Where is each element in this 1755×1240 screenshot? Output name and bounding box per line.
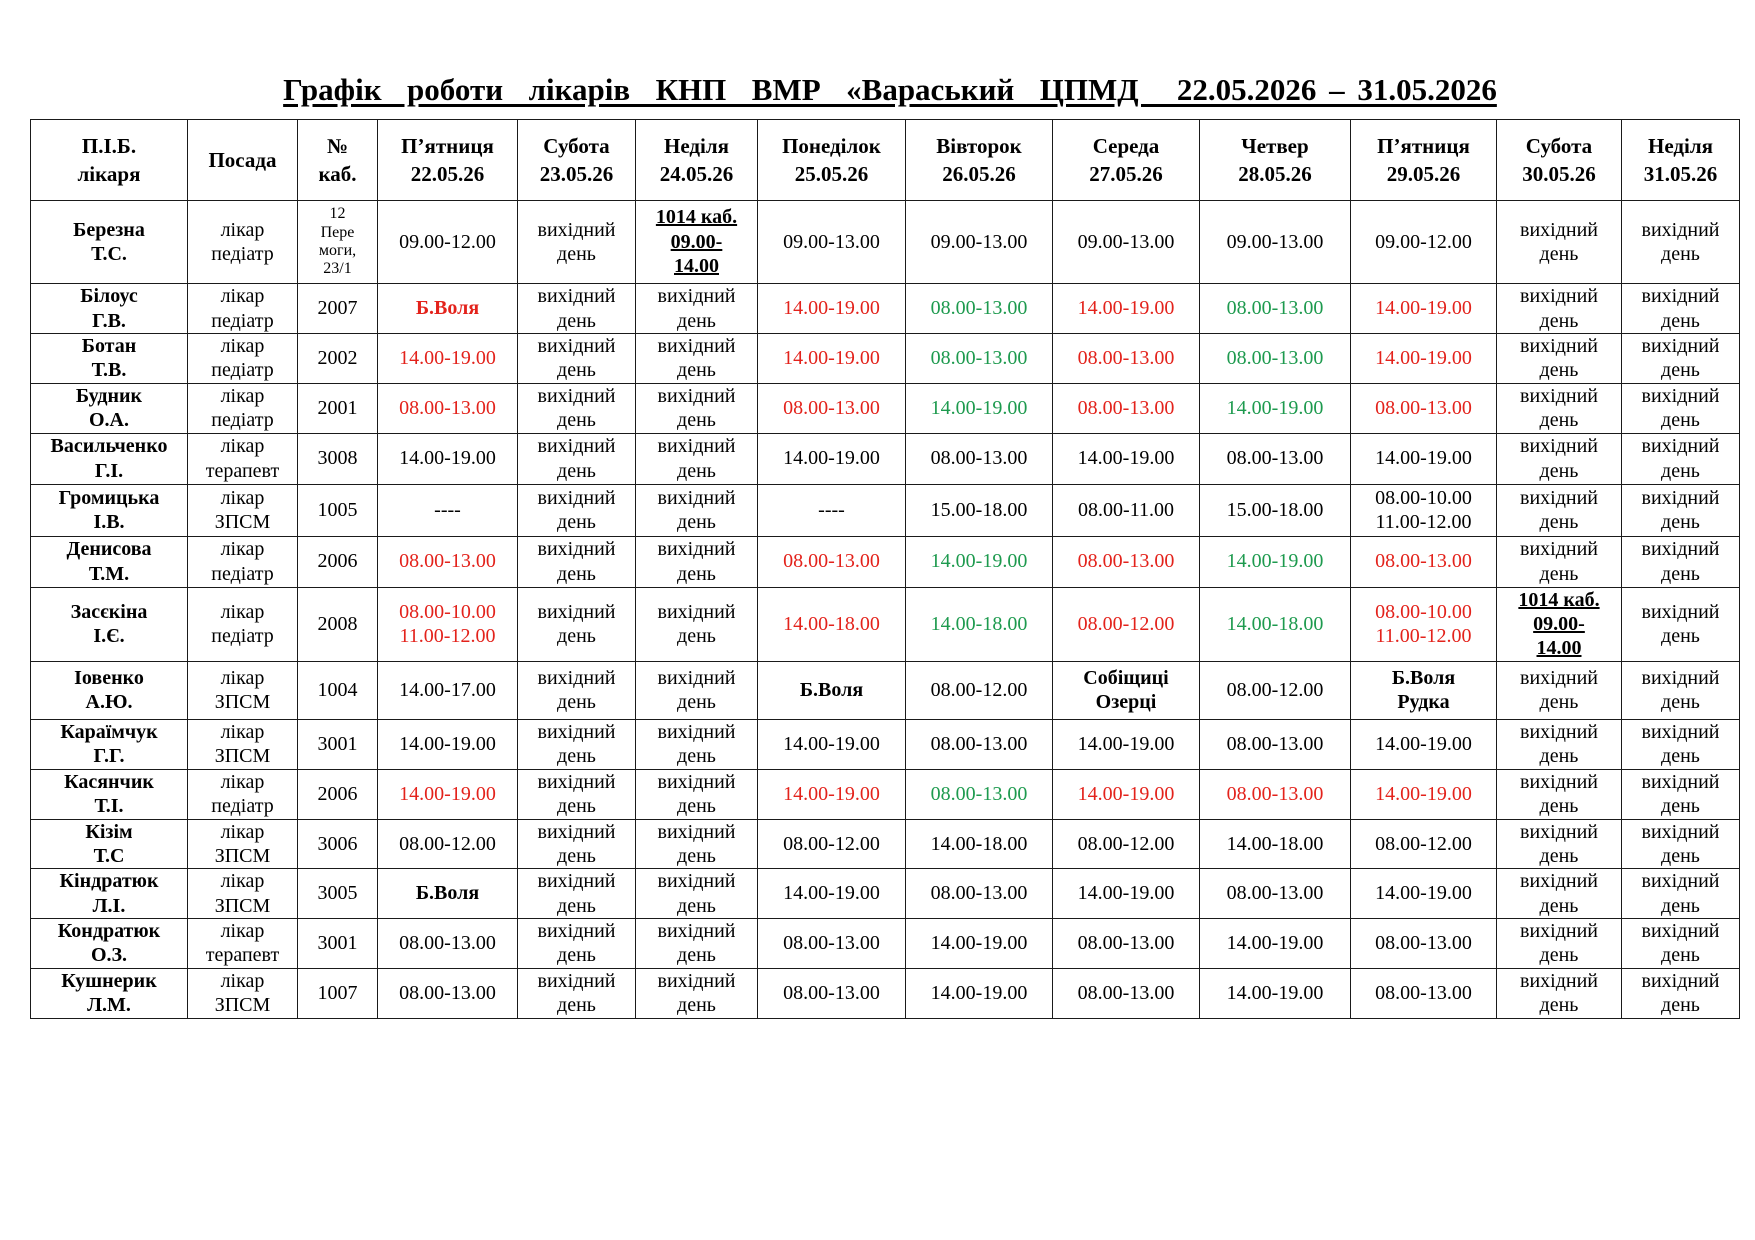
- table-row: [31, 201, 1740, 284]
- room-number: 1005: [298, 484, 378, 536]
- schedule-cell: 14.00-18.00: [906, 819, 1053, 869]
- schedule-cell: 14.00-19.00: [906, 919, 1053, 969]
- schedule-cell: вихідний день: [1497, 819, 1622, 869]
- schedule-cell: вихідний день: [1497, 536, 1622, 587]
- schedule-cell: 14.00-17.00: [378, 661, 518, 719]
- schedule-cell: 08.00-12.00: [1053, 587, 1200, 661]
- column-header: Субота 30.05.26: [1497, 120, 1622, 201]
- schedule-cell: Б.Воля: [378, 869, 518, 919]
- schedule-cell: вихідний день: [636, 484, 758, 536]
- schedule-cell: 08.00-13.00: [1200, 334, 1351, 384]
- schedule-cell: вихідний день: [518, 201, 636, 284]
- doctor-position: лікар ЗПСМ: [188, 661, 298, 719]
- schedule-cell: 14.00-19.00: [1200, 919, 1351, 969]
- schedule-cell: 14.00-19.00: [1053, 433, 1200, 484]
- schedule-cell: вихідний день: [1497, 334, 1622, 384]
- table-row: [31, 819, 1740, 869]
- schedule-cell: вихідний день: [1622, 819, 1740, 869]
- column-header: П’ятниця 22.05.26: [378, 120, 518, 201]
- doctor-position: лікар ЗПСМ: [188, 719, 298, 769]
- table-body: [31, 201, 1740, 1019]
- schedule-cell: 14.00-18.00: [1200, 587, 1351, 661]
- schedule-cell: 14.00-18.00: [1200, 819, 1351, 869]
- schedule-cell: вихідний день: [1622, 536, 1740, 587]
- schedule-cell: вихідний день: [1497, 284, 1622, 334]
- schedule-cell: вихідний день: [636, 719, 758, 769]
- schedule-cell: вихідний день: [518, 968, 636, 1018]
- schedule-cell: 08.00-13.00: [1200, 769, 1351, 819]
- schedule-cell: вихідний день: [518, 919, 636, 969]
- schedule-cell: вихідний день: [1622, 968, 1740, 1018]
- schedule-cell: 14.00-19.00: [1351, 719, 1497, 769]
- column-header: Середа 27.05.26: [1053, 120, 1200, 201]
- doctor-name: Кондратюк О.З.: [31, 919, 188, 969]
- doctor-position: лікар ЗПСМ: [188, 819, 298, 869]
- schedule-cell: 08.00-13.00: [1053, 383, 1200, 433]
- schedule-cell: 08.00-13.00: [378, 383, 518, 433]
- table-row: [31, 919, 1740, 969]
- room-number: 3006: [298, 819, 378, 869]
- schedule-cell: 08.00-13.00: [906, 284, 1053, 334]
- schedule-cell: 09.00-12.00: [1351, 201, 1497, 284]
- schedule-cell: 08.00-13.00: [1053, 968, 1200, 1018]
- column-header: Четвер 28.05.26: [1200, 120, 1351, 201]
- schedule-cell: вихідний день: [1497, 383, 1622, 433]
- schedule-cell: 14.00-19.00: [1351, 284, 1497, 334]
- schedule-cell: 14.00-19.00: [906, 968, 1053, 1018]
- schedule-cell: 08.00-13.00: [906, 334, 1053, 384]
- schedule-cell: 08.00-12.00: [1053, 819, 1200, 869]
- schedule-cell: вихідний день: [518, 769, 636, 819]
- schedule-cell: 1014 каб. 09.00- 14.00: [1497, 587, 1622, 661]
- column-header: Субота 23.05.26: [518, 120, 636, 201]
- schedule-cell: 14.00-19.00: [1351, 769, 1497, 819]
- room-number: 1004: [298, 661, 378, 719]
- schedule-cell: 14.00-19.00: [906, 383, 1053, 433]
- schedule-cell: 08.00-13.00: [906, 719, 1053, 769]
- room-number: 2001: [298, 383, 378, 433]
- room-number: 2006: [298, 769, 378, 819]
- room-number: 3005: [298, 869, 378, 919]
- schedule-cell: вихідний день: [636, 587, 758, 661]
- schedule-cell: 09.00-12.00: [378, 201, 518, 284]
- schedule-cell: вихідний день: [518, 484, 636, 536]
- schedule-cell: 08.00-13.00: [1053, 536, 1200, 587]
- doctor-name: Білоус Г.В.: [31, 284, 188, 334]
- schedule-cell: ----: [758, 484, 906, 536]
- schedule-cell: 14.00-19.00: [1200, 968, 1351, 1018]
- schedule-cell: вихідний день: [636, 919, 758, 969]
- doctor-name: Денисова Т.М.: [31, 536, 188, 587]
- schedule-cell: Собіщиці Озерці: [1053, 661, 1200, 719]
- schedule-cell: 08.00-10.00 11.00-12.00: [378, 587, 518, 661]
- schedule-cell: 09.00-13.00: [906, 201, 1053, 284]
- doctor-name: Засєкіна І.Є.: [31, 587, 188, 661]
- schedule-cell: 14.00-19.00: [758, 869, 906, 919]
- schedule-cell: 08.00-13.00: [378, 919, 518, 969]
- doctor-name: Березна Т.С.: [31, 201, 188, 284]
- schedule-cell: 08.00-12.00: [906, 661, 1053, 719]
- schedule-cell: вихідний день: [518, 719, 636, 769]
- schedule-cell: вихідний день: [1497, 869, 1622, 919]
- schedule-cell: 09.00-13.00: [1053, 201, 1200, 284]
- room-number: 12 Пере моги, 23/1: [298, 201, 378, 284]
- schedule-cell: вихідний день: [636, 661, 758, 719]
- schedule-cell: 09.00-13.00: [1200, 201, 1351, 284]
- doctor-position: лікар терапевт: [188, 919, 298, 969]
- table-row: [31, 536, 1740, 587]
- schedule-cell: 08.00-13.00: [758, 968, 906, 1018]
- schedule-cell: 08.00-10.00 11.00-12.00: [1351, 484, 1497, 536]
- room-number: 3001: [298, 719, 378, 769]
- schedule-cell: вихідний день: [1622, 433, 1740, 484]
- schedule-cell: вихідний день: [1497, 484, 1622, 536]
- schedule-cell: вихідний день: [1622, 484, 1740, 536]
- schedule-cell: вихідний день: [1622, 869, 1740, 919]
- schedule-cell: 14.00-18.00: [906, 587, 1053, 661]
- schedule-cell: вихідний день: [1497, 968, 1622, 1018]
- schedule-cell: 08.00-13.00: [906, 869, 1053, 919]
- schedule-cell: 08.00-13.00: [1053, 919, 1200, 969]
- room-number: 2006: [298, 536, 378, 587]
- schedule-cell: вихідний день: [518, 869, 636, 919]
- schedule-cell: вихідний день: [1622, 719, 1740, 769]
- column-header: Понеділок 25.05.26: [758, 120, 906, 201]
- doctor-position: лікар терапевт: [188, 433, 298, 484]
- doctor-position: лікар педіатр: [188, 536, 298, 587]
- schedule-cell: вихідний день: [518, 383, 636, 433]
- schedule-cell: 14.00-19.00: [1053, 769, 1200, 819]
- schedule-cell: 14.00-19.00: [1200, 536, 1351, 587]
- column-header: Посада: [188, 120, 298, 201]
- schedule-cell: вихідний день: [1622, 334, 1740, 384]
- schedule-cell: 14.00-18.00: [758, 587, 906, 661]
- schedule-cell: 14.00-19.00: [758, 284, 906, 334]
- table-row: [31, 433, 1740, 484]
- schedule-cell: вихідний день: [518, 433, 636, 484]
- schedule-cell: вихідний день: [1622, 661, 1740, 719]
- column-header: Неділя 31.05.26: [1622, 120, 1740, 201]
- document-title: Графік роботи лікарів КНП ВМР «Вараський ЦПМД 22.05.2026 – 31.05.2026: [283, 72, 1497, 107]
- schedule-cell: 14.00-19.00: [378, 719, 518, 769]
- schedule-cell: вихідний день: [1622, 201, 1740, 284]
- schedule-cell: вихідний день: [518, 819, 636, 869]
- schedule-table: [30, 119, 1740, 1019]
- schedule-cell: вихідний день: [518, 284, 636, 334]
- schedule-cell: вихідний день: [636, 334, 758, 384]
- schedule-cell: 08.00-13.00: [1351, 968, 1497, 1018]
- schedule-cell: вихідний день: [518, 536, 636, 587]
- schedule-cell: 08.00-13.00: [1200, 869, 1351, 919]
- table-row: [31, 484, 1740, 536]
- schedule-cell: 14.00-19.00: [758, 769, 906, 819]
- schedule-cell: вихідний день: [636, 819, 758, 869]
- doctor-position: лікар ЗПСМ: [188, 968, 298, 1018]
- schedule-cell: вихідний день: [636, 433, 758, 484]
- schedule-cell: 14.00-19.00: [758, 433, 906, 484]
- schedule-cell: 14.00-19.00: [1351, 433, 1497, 484]
- schedule-cell: вихідний день: [1622, 383, 1740, 433]
- doctor-name: Кізім Т.С: [31, 819, 188, 869]
- room-number: 2002: [298, 334, 378, 384]
- doctor-name: Іовенко А.Ю.: [31, 661, 188, 719]
- doctor-name: Будник О.А.: [31, 383, 188, 433]
- schedule-cell: вихідний день: [1497, 661, 1622, 719]
- doctor-name: Касянчик Т.І.: [31, 769, 188, 819]
- schedule-cell: вихідний день: [1622, 919, 1740, 969]
- doctor-position: лікар педіатр: [188, 587, 298, 661]
- room-number: 3008: [298, 433, 378, 484]
- column-header: № каб.: [298, 120, 378, 201]
- column-header: Неділя 24.05.26: [636, 120, 758, 201]
- schedule-cell: 14.00-19.00: [1351, 334, 1497, 384]
- doctor-name: Кушнерик Л.М.: [31, 968, 188, 1018]
- schedule-cell: вихідний день: [1497, 719, 1622, 769]
- schedule-cell: 08.00-13.00: [1200, 719, 1351, 769]
- table-row: [31, 719, 1740, 769]
- schedule-cell: Б.Воля Рудка: [1351, 661, 1497, 719]
- schedule-cell: 08.00-12.00: [378, 819, 518, 869]
- schedule-cell: 14.00-19.00: [1200, 383, 1351, 433]
- schedule-cell: 08.00-11.00: [1053, 484, 1200, 536]
- schedule-cell: 08.00-12.00: [1200, 661, 1351, 719]
- header-row: [31, 120, 1740, 201]
- schedule-cell: 15.00-18.00: [1200, 484, 1351, 536]
- schedule-cell: вихідний день: [1497, 769, 1622, 819]
- schedule-cell: вихідний день: [1497, 201, 1622, 284]
- table-row: [31, 334, 1740, 384]
- schedule-cell: 14.00-19.00: [1053, 869, 1200, 919]
- schedule-cell: вихідний день: [1622, 769, 1740, 819]
- doctor-position: лікар педіатр: [188, 284, 298, 334]
- schedule-cell: 1014 каб. 09.00- 14.00: [636, 201, 758, 284]
- table-row: [31, 968, 1740, 1018]
- room-number: 3001: [298, 919, 378, 969]
- schedule-cell: 08.00-13.00: [758, 383, 906, 433]
- schedule-cell: вихідний день: [1622, 587, 1740, 661]
- schedule-cell: 08.00-13.00: [1053, 334, 1200, 384]
- schedule-cell: 08.00-10.00 11.00-12.00: [1351, 587, 1497, 661]
- schedule-cell: вихідний день: [1497, 433, 1622, 484]
- schedule-cell: Б.Воля: [378, 284, 518, 334]
- schedule-cell: 08.00-13.00: [758, 919, 906, 969]
- room-number: 1007: [298, 968, 378, 1018]
- table-row: [31, 661, 1740, 719]
- schedule-cell: вихідний день: [518, 661, 636, 719]
- schedule-cell: 14.00-19.00: [906, 536, 1053, 587]
- schedule-cell: 08.00-13.00: [1200, 284, 1351, 334]
- doctor-name: Громицька І.В.: [31, 484, 188, 536]
- doctor-position: лікар педіатр: [188, 769, 298, 819]
- schedule-cell: 08.00-13.00: [1351, 383, 1497, 433]
- doctor-name: Кіндратюк Л.І.: [31, 869, 188, 919]
- table-row: [31, 284, 1740, 334]
- schedule-cell: 08.00-13.00: [1351, 536, 1497, 587]
- doctor-name: Васильченко Г.І.: [31, 433, 188, 484]
- schedule-cell: вихідний день: [636, 769, 758, 819]
- schedule-cell: 08.00-13.00: [906, 769, 1053, 819]
- schedule-cell: 08.00-13.00: [378, 536, 518, 587]
- schedule-cell: вихідний день: [636, 284, 758, 334]
- room-number: 2007: [298, 284, 378, 334]
- schedule-cell: вихідний день: [636, 383, 758, 433]
- doctor-position: лікар педіатр: [188, 383, 298, 433]
- schedule-cell: ----: [378, 484, 518, 536]
- column-header: П.І.Б. лікаря: [31, 120, 188, 201]
- schedule-cell: 08.00-13.00: [378, 968, 518, 1018]
- column-header: П’ятниця 29.05.26: [1351, 120, 1497, 201]
- schedule-cell: 14.00-19.00: [378, 769, 518, 819]
- schedule-cell: вихідний день: [518, 334, 636, 384]
- schedule-cell: вихідний день: [518, 587, 636, 661]
- schedule-cell: 08.00-13.00: [1351, 919, 1497, 969]
- table-row: [31, 869, 1740, 919]
- schedule-cell: 14.00-19.00: [378, 433, 518, 484]
- doctor-position: лікар педіатр: [188, 334, 298, 384]
- schedule-cell: 14.00-19.00: [1351, 869, 1497, 919]
- doctor-position: лікар педіатр: [188, 201, 298, 284]
- schedule-cell: вихідний день: [636, 968, 758, 1018]
- table-row: [31, 769, 1740, 819]
- schedule-cell: 09.00-13.00: [758, 201, 906, 284]
- schedule-cell: 14.00-19.00: [1053, 719, 1200, 769]
- doctor-name: Ботан Т.В.: [31, 334, 188, 384]
- schedule-cell: вихідний день: [636, 536, 758, 587]
- schedule-cell: 08.00-13.00: [1200, 433, 1351, 484]
- schedule-cell: 14.00-19.00: [758, 719, 906, 769]
- room-number: 2008: [298, 587, 378, 661]
- doctor-position: лікар ЗПСМ: [188, 484, 298, 536]
- table-row: [31, 587, 1740, 661]
- column-header: Вівторок 26.05.26: [906, 120, 1053, 201]
- schedule-cell: 14.00-19.00: [758, 334, 906, 384]
- schedule-cell: Б.Воля: [758, 661, 906, 719]
- doctor-name: Караїмчук Г.Г.: [31, 719, 188, 769]
- schedule-cell: 08.00-13.00: [906, 433, 1053, 484]
- schedule-cell: 14.00-19.00: [378, 334, 518, 384]
- schedule-cell: 08.00-12.00: [758, 819, 906, 869]
- table-row: [31, 383, 1740, 433]
- schedule-cell: 14.00-19.00: [1053, 284, 1200, 334]
- doctor-position: лікар ЗПСМ: [188, 869, 298, 919]
- schedule-cell: 08.00-12.00: [1351, 819, 1497, 869]
- schedule-cell: 15.00-18.00: [906, 484, 1053, 536]
- schedule-cell: вихідний день: [636, 869, 758, 919]
- schedule-cell: 08.00-13.00: [758, 536, 906, 587]
- schedule-cell: вихідний день: [1622, 284, 1740, 334]
- schedule-cell: вихідний день: [1497, 919, 1622, 969]
